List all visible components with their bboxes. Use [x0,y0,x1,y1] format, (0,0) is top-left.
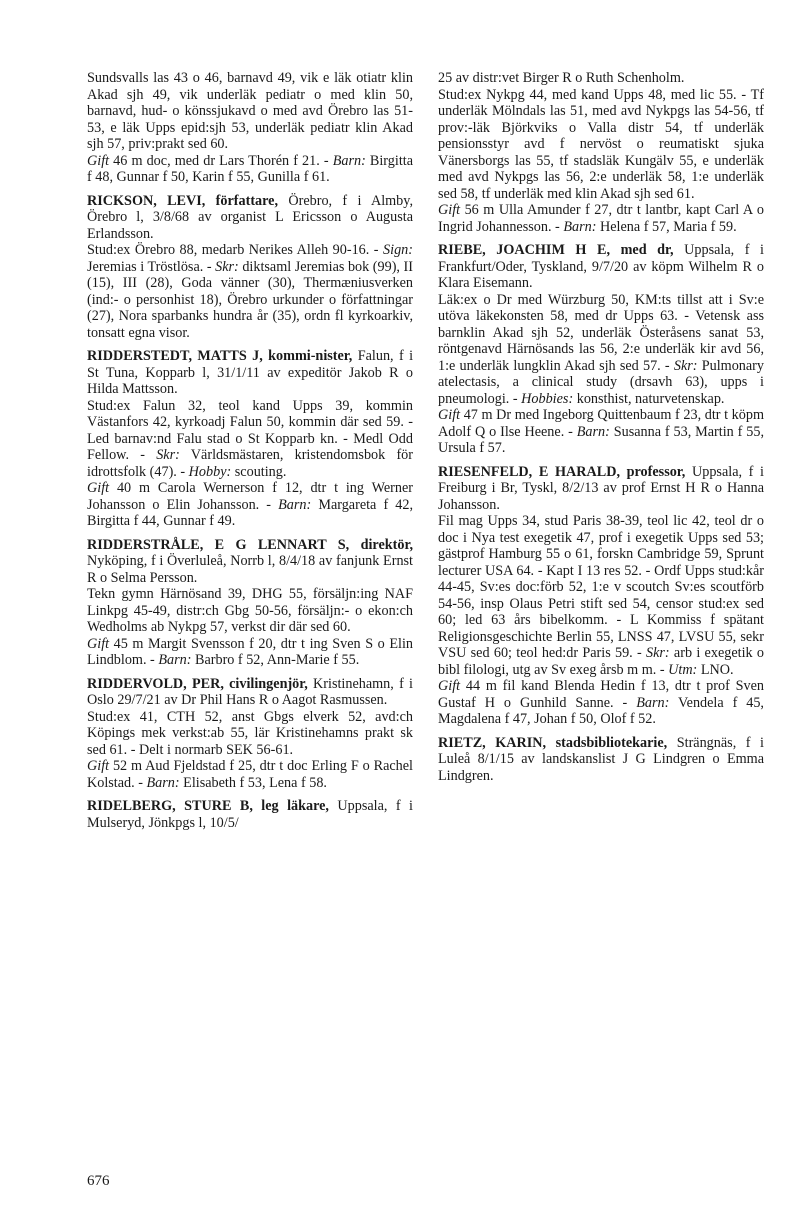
entry-text: 25 av distr:vet Birger R o Ruth Schenholm. [438,70,685,86]
entry-text: 52 m Aud Fjeldstad f 25, dtr t doc Erling F o Rachel Kolstad. - [87,758,413,791]
entry-text: Falun, f i St Tuna, Kopparb l, 31/1/11 av expeditör Jakob R o Hilda Mattsson. [87,348,414,397]
field-label: Skr: [646,645,670,661]
entry-name: RICKSON, LEVI, författare, [87,192,279,209]
field-label: Gift [438,678,461,694]
entry-text: Birgitta f 48, Gunnar f 50, Karin f 55, Gunilla f 61. [87,152,413,185]
entry-body-paragraph [87,153,413,186]
entry-body-paragraph [87,636,413,669]
field-label: Hobbies: [521,390,574,407]
field-label: Skr: [156,447,180,463]
entry-text: Sundsvalls las 43 o 46, barnavd 49, vik e läk otiatr klin Akad sjh 49, vik underläk pediatr o med klin 50, barnavd, hud- o könssjukavd o med avd Örebro las 51-53, e läk Upps epid:sjh 53, underläk pediatr klin Akad sjh 57, priv:prakt sed 60. [87,70,413,152]
field-label: Gift [438,202,461,218]
entry-heading-paragraph [87,193,413,243]
field-label: Hobby: [188,463,232,480]
field-label: Gift [87,758,110,774]
entry-text: diktsaml Jeremias bok (99), II (15), III (28), Goda vänner (30), Thermæniusverken (ind:- o personhist 18), Örebro urkunder o författningar (27), Nora sparbanks hundra år (35), ordn fl kyrkoarkiv, tonsatt egna visor. [87,258,413,341]
entry-heading-paragraph [438,735,764,785]
entry-text: Jeremias i Tröstlösa. - [87,258,216,275]
entry-text: Vendela f 45, Magdalena f 47, Johan f 50, Olof f 52. [438,694,764,727]
entry-text: Uppsala, f i Mulseryd, Jönkpgs l, 10/5/ [87,798,413,831]
field-label: Barn: [332,152,366,169]
field-label: Barn: [576,423,610,440]
entry-heading-paragraph [87,537,413,587]
field-label: Skr: [215,258,239,275]
page-number: 676 [87,1173,110,1189]
entry-text: Stud:ex Örebro 88, medarb Nerikes Alleh 90-16. - [87,242,384,258]
entry-body-paragraph [438,678,764,728]
entry-text: Stud:ex 41, CTH 52, anst Gbgs elverk 52, avd:ch Köpings mek verkst:ab 55, lär Kristinehamns prakt sk sed 61. - Delt i normarb SEK 56-61. [87,708,413,758]
left-column [87,70,413,831]
entry-text: 47 m Dr med Ingeborg Quittenbaum f 23, dtr t köpm Adolf Q o Ilse Heene. - [438,407,764,440]
entry-text: Margareta f 42, Birgitta f 44, Gunnar f 49. [87,496,413,529]
entry-heading-paragraph [87,348,413,398]
entry-body-paragraph [87,398,413,481]
entry-body-paragraph [438,407,764,457]
entry-heading-paragraph [438,242,764,292]
entry-body-paragraph [438,87,764,203]
entry-body-paragraph [438,70,764,87]
entry-text: 45 m Margit Svensson f 20, dtr t ing Sven S o Elin Lindblom. - [87,635,413,668]
entry-text: 40 m Carola Wernerson f 12, dtr t ing Werner Johansson o Elin Johansson. - [87,480,413,513]
entry-body-paragraph [438,202,764,235]
field-label: Barn: [563,218,597,235]
field-label: Barn: [146,774,180,791]
entry-body-paragraph [87,758,413,791]
field-label: Barn: [278,496,312,513]
entry-body-paragraph [87,586,413,636]
entry-text: Stud:ex Nykpg 44, med kand Upps 48, med lic 55. - Tf underläk Mölndals las 51, med avd Nykpgs las 54-56, tf prov:-läk Björkviks o Valla distr 54, tf underläk pensionsstyr avd f nervöst o reumatiskt sjuka Vänersborgs las 55, tf stadsläk Kungälv 55, e underläk med avd Nykpgs las 56, 2:e underläk 58, 1:e underläk sed 58, tf underläk med klin Akad sjh sed 61. [438,86,764,202]
entry-heading-paragraph [87,676,413,709]
field-label: Gift [87,480,110,496]
field-label: Utm: [668,661,698,678]
entry-heading-paragraph [438,464,764,514]
entry-text: Örebro, f i Almby, Örebro l, 3/8/68 av organist L Ericsson o Augusta Erlandsson. [87,192,413,242]
entry-text: Nyköping, f i Överluleå, Norrb l, 8/4/18 av fanjunk Ernst R o Selma Persson. [87,553,413,586]
entry-text: arb i exegetik o bibl filologi, utg av Sv exeg årsb m m. - [438,645,764,678]
field-label: Barn: [636,694,670,711]
entry-body-paragraph [87,709,413,759]
entry-text: Kristinehamn, f i Oslo 29/7/21 av Dr Phil Hans R o Aagot Rasmussen. [87,675,413,708]
field-label: Gift [87,152,110,169]
entry-body-paragraph [438,292,764,408]
entry-name: RIETZ, KARIN, stadsbibliotekarie, [438,734,668,751]
entry-text: 56 m Ulla Amunder f 27, dtr t lantbr, kapt Carl A o Ingrid Johannesson. - [438,202,764,235]
entry-text: Barbro f 52, Ann-Marie f 55. [191,652,360,668]
entry-body-paragraph [438,513,764,678]
right-column [438,70,764,784]
entry-text: 44 m fil kand Blenda Hedin f 13, dtr t prof Sven Gustaf H o Gunhild Sanne. - [438,678,764,711]
entry-text: Susanna f 53, Martin f 55, Ursula f 57. [438,423,764,456]
entry-name: RIEBE, JOACHIM H E, med dr, [438,242,674,258]
entry-name: RIDDERSTEDT, MATTS J, kommi-nister, [87,348,353,364]
entry-heading-paragraph [87,798,413,831]
entry-text: Uppsala, f i Frankfurt/Oder, Tyskland, 9/7/20 av köpm Wilhelm R o Klara Eisemann. [438,242,764,291]
entry-body-paragraph [87,70,413,153]
entry-text: Uppsala, f i Freiburg i Br, Tyskl, 8/2/13 av prof Ernst H R o Hanna Johansson. [438,463,764,513]
entry-text: Elisabeth f 53, Lena f 58. [179,774,327,791]
field-label: Skr: [673,357,698,374]
entry-name: RIESENFELD, E HARALD, professor, [438,463,686,480]
entry-text: Strängnäs, f i Luleå 8/1/15 av landskanslist J G Lindgren o Emma Lindgren. [438,734,764,784]
field-label: Gift [87,635,110,652]
entry-text: LNO. [697,661,734,678]
entry-body-paragraph [87,480,413,530]
entry-text: Stud:ex Falun 32, teol kand Upps 39, kommin Västanfors 42, kyrkoadj Falun 50, kommin där sed 59. - Led barnav:nd Falu stad o St Kopparb kn. - Medl Odd Fellow. - [87,397,413,463]
entry-text: konsthist, naturvetenskap. [573,390,725,407]
entry-text: scouting. [231,463,287,480]
entry-text: Läk:ex o Dr med Würzburg 50, KM:ts tillst att i Sv:e utöva läkekonsten 58, med dr Upps 63. - Vetensk ass barnklin Akad sjh 52, underläk Österåsens sanat 53, röntgenavd Härnösands las 56, 2:e underläk kir avd 56, 1:e underläk lungklin Akad sjh sed 57. - [438,291,764,374]
entry-name: RIDDERSTRÅLE, E G LENNART S, direktör, [87,536,413,553]
entry-name: RIDELBERG, STURE B, leg läkare, [87,798,329,814]
entry-text: Världsmästaren, kristendomsbok för idrottsfolk (47). - [87,447,413,480]
entry-text: 46 m doc, med dr Lars Thorén f 21. - [109,152,333,169]
entry-name: RIDDERVOLD, PER, civilingenjör, [87,675,308,692]
entry-text: Fil mag Upps 34, stud Paris 38-39, teol lic 42, teol dr o doc i Nya test exegetik 47, prof i exegetik Upps sed 53; gästprof Hamburg 55 o 61, forskn Cambridge 59, Sprunt lecturer USA 64. - Kapt I 13 res 52. - Ordf Upps stud:kår 44-45, Sv:es doc:förb 52, 1:e v scoutch Sv:es scoutförb 54-56, insp Olaus Petri stift sed 54, censor stud:ex sed 60; led 63 års bibelkomm. - L Kommiss f spätant Religionsgeschichte Berlin 55, LNSS 47, LVSU 55, sekr VSU sed 60; teol hed:dr Paris 59. - [438,513,764,661]
field-label: Sign: [383,242,413,258]
entry-text: Pulmonary atelectasis, a clinical study (drsavh 63), upps i pneumologi. - [438,357,764,407]
field-label: Gift [438,407,461,423]
entry-text: Tekn gymn Härnösand 39, DHG 55, försäljn:ing NAF Linkpg 45-49, distr:ch Gbg 50-56, försäljn:- o ekon:ch Wedholms ab Nykpg 57, verkst dir där sed 60. [87,586,413,635]
entry-body-paragraph [87,242,413,341]
field-label: Barn: [158,652,192,668]
entry-text: Helena f 57, Maria f 59. [596,218,737,235]
